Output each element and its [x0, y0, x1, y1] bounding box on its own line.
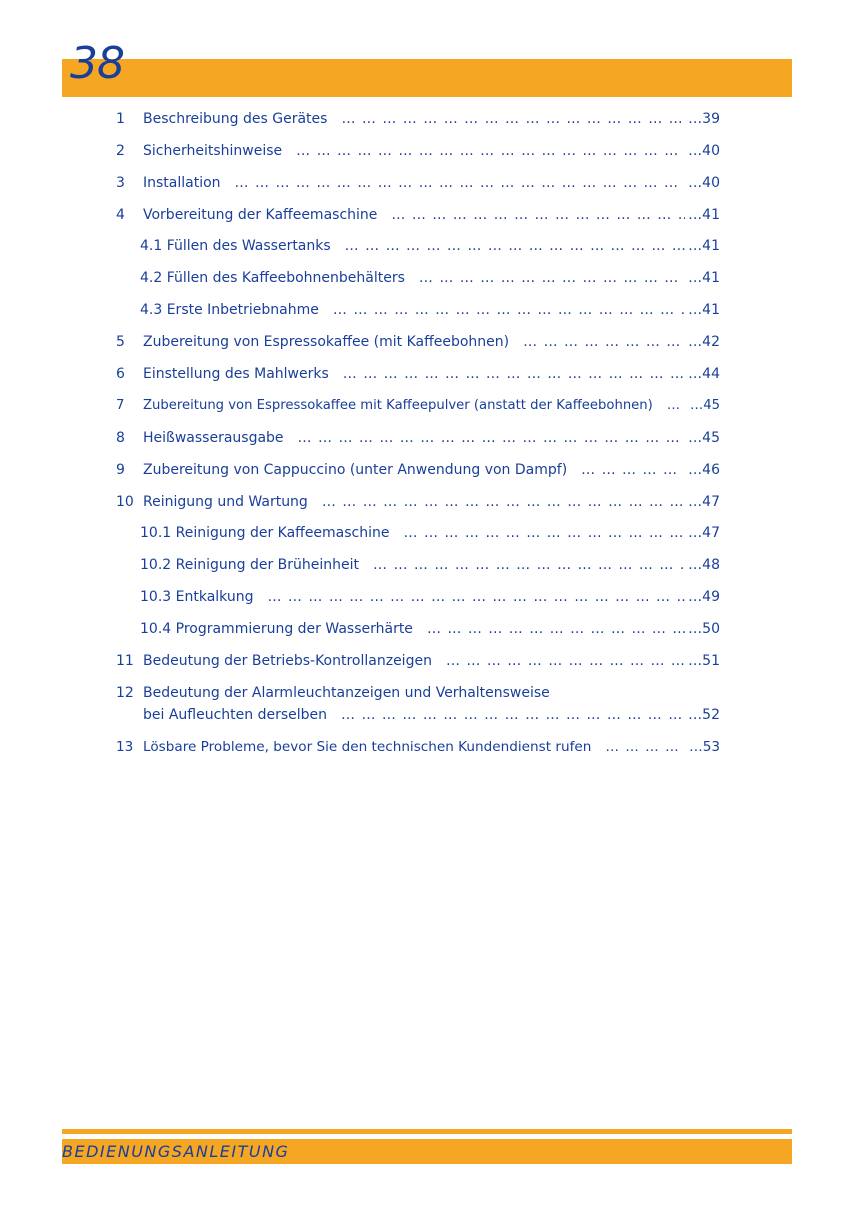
toc-entry-title: Zubereitung von Espressokaffee mit Kaffeepulver (anstatt der Kaffeebohnen) — [143, 398, 653, 413]
toc-entry-title: 10.2 Reinigung der Brüheinheit — [140, 557, 360, 573]
toc-entry-page: …41 — [688, 270, 720, 286]
toc-entry-page: …49 — [688, 589, 720, 605]
toc-subentry[interactable] — [140, 618, 720, 640]
toc-leader-dots — [446, 650, 685, 672]
toc-entry-number: 10 — [116, 494, 134, 510]
footer-title: BEDIENUNGSANLEITUNG — [62, 1142, 290, 1161]
toc-entry-title: Beschreibung des Gerätes — [143, 111, 328, 127]
toc-entry[interactable] — [116, 650, 720, 672]
toc-entry-page: …45 — [690, 398, 720, 413]
toc-entry-page: …41 — [688, 207, 720, 223]
toc-entry-page: …46 — [688, 462, 720, 478]
toc-leader-dots — [523, 331, 685, 353]
toc-entry-title: 4.3 Erste Inbetriebnahme — [140, 302, 319, 318]
toc-leader-dots — [341, 704, 685, 726]
toc-entry-number: 2 — [116, 143, 125, 159]
toc-entry[interactable] — [116, 459, 720, 481]
toc-entry-page: …40 — [688, 143, 720, 159]
toc-entry-page: …40 — [688, 175, 720, 191]
toc-entry-title: Installation — [143, 175, 221, 191]
toc-entry-number: 5 — [116, 334, 125, 350]
toc-entry[interactable] — [116, 108, 720, 130]
toc-subentry[interactable] — [140, 522, 720, 544]
toc-entry[interactable] — [116, 427, 720, 449]
toc-subentry[interactable] — [140, 267, 720, 289]
toc-entry-title: 10.1 Reinigung der Kaffeemaschine — [140, 525, 390, 541]
toc-entry[interactable] — [116, 491, 720, 513]
toc-entry-title: Bedeutung der Alarmleuchtanzeigen und Verhaltensweise — [143, 685, 550, 701]
toc-entry-title: bei Aufleuchten derselben — [143, 707, 328, 723]
toc-entry-number: 7 — [116, 398, 125, 413]
toc-entry-page: …53 — [689, 739, 720, 755]
toc-leader-dots — [343, 363, 685, 385]
toc-leader-dots — [581, 459, 685, 481]
toc-entry-page: …48 — [688, 557, 720, 573]
toc-entry-page: …52 — [688, 707, 720, 723]
toc-subentry[interactable] — [140, 235, 720, 257]
toc-entry-page: …51 — [688, 653, 720, 669]
toc-entry-number: 12 — [116, 685, 134, 701]
toc-entry-page: …47 — [688, 525, 720, 541]
toc-leader-dots — [373, 554, 685, 576]
toc-entry-continuation[interactable] — [116, 704, 720, 726]
toc-leader-dots — [235, 172, 686, 194]
toc-entry-title: Reinigung und Wartung — [143, 494, 308, 510]
toc-entry-title: Einstellung des Mahlwerks — [143, 366, 329, 382]
page-number: 38 — [70, 38, 124, 89]
toc-entry-page: …45 — [688, 430, 720, 446]
toc-leader-dots — [322, 491, 685, 513]
toc-leader-dots — [427, 618, 685, 640]
toc-entry-number: 9 — [116, 462, 125, 478]
toc-entry[interactable] — [116, 331, 720, 353]
toc-subentry[interactable] — [140, 586, 720, 608]
toc-entry[interactable] — [116, 736, 720, 758]
toc-entry[interactable] — [116, 172, 720, 194]
toc-entry-page: …39 — [688, 111, 720, 127]
toc-entry-page: …50 — [688, 621, 720, 637]
toc-subentry[interactable] — [140, 299, 720, 321]
toc-leader-dots — [296, 140, 685, 162]
toc-leader-dots — [404, 522, 686, 544]
toc-entry-title: Lösbare Probleme, bevor Sie den technischen Kundendienst rufen — [143, 739, 592, 755]
toc-entry-title: 10.3 Entkalkung — [140, 589, 254, 605]
toc-entry-title: Zubereitung von Espressokaffee (mit Kaffeebohnen) — [143, 334, 510, 350]
toc-entry-title: Vorbereitung der Kaffeemaschine — [143, 207, 378, 223]
toc-leader-dots — [341, 108, 685, 130]
toc-entry-number: 4 — [116, 207, 125, 223]
toc-leader-dots — [333, 299, 685, 321]
toc-leader-dots — [298, 427, 686, 449]
toc-entry-number: 11 — [116, 653, 134, 669]
toc-entry[interactable] — [116, 140, 720, 162]
toc-leader-dots — [419, 267, 685, 289]
toc-entry-number: 3 — [116, 175, 125, 191]
toc-entry-page: …41 — [688, 302, 720, 318]
toc-entry-number: 6 — [116, 366, 125, 382]
footer-divider-bar — [62, 1129, 792, 1134]
toc-entry[interactable] — [116, 395, 720, 417]
toc-entry-page: …44 — [688, 366, 720, 382]
toc-entry[interactable] — [116, 204, 720, 226]
toc-entry-multiline-first[interactable] — [116, 682, 720, 704]
toc-entry-title: Heißwasserausgabe — [143, 430, 284, 446]
toc-leader-dots — [667, 395, 687, 417]
toc-entry-page: …41 — [688, 238, 720, 254]
toc-entry-title: Sicherheitshinweise — [143, 143, 283, 159]
toc-entry[interactable] — [116, 363, 720, 385]
toc-leader-dots — [267, 586, 685, 608]
toc-entry-title: Bedeutung der Betriebs-Kontrollanzeigen — [143, 653, 432, 669]
toc-entry-title: 4.2 Füllen des Kaffeebohnenbehälters — [140, 270, 405, 286]
toc-entry-title: 4.1 Füllen des Wassertanks — [140, 238, 331, 254]
toc-entry-number: 13 — [116, 739, 134, 755]
toc-leader-dots — [605, 736, 686, 758]
toc-subentry[interactable] — [140, 554, 720, 576]
toc-entry-page: …47 — [688, 494, 720, 510]
toc-entry-page: …42 — [688, 334, 720, 350]
toc-leader-dots — [391, 204, 685, 226]
toc-entry-number: 8 — [116, 430, 125, 446]
toc-entry-title: 10.4 Programmierung der Wasserhärte — [140, 621, 413, 637]
toc-leader-dots — [345, 235, 686, 257]
toc-entry-title: Zubereitung von Cappuccino (unter Anwendung von Dampf) — [143, 462, 568, 478]
toc-entry-number: 1 — [116, 111, 125, 127]
